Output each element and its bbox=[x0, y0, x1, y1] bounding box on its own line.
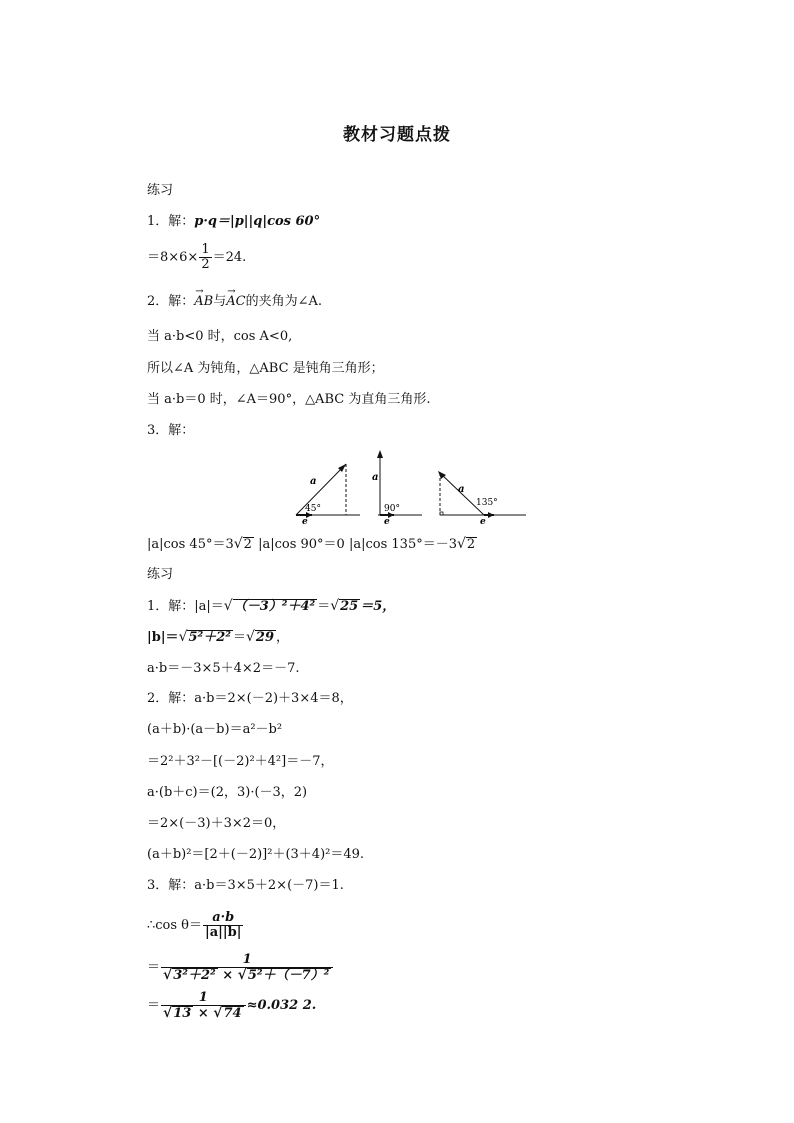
final-value: ≈0.032 2. bbox=[246, 998, 317, 1013]
section-heading: 练习 bbox=[147, 183, 174, 198]
label-angle-45: 45° bbox=[305, 504, 321, 514]
s2-q3-step3 bbox=[147, 990, 316, 1022]
page-title: 教材习题点拨 bbox=[343, 125, 451, 145]
label-angle-90: 90° bbox=[384, 504, 400, 514]
figure-135 bbox=[438, 471, 526, 527]
s1-q1-line2 bbox=[147, 243, 246, 272]
figure-90 bbox=[372, 450, 422, 527]
s2-q3-line1: 3．解：a·b＝3×5＋2×(－7)＝1. bbox=[147, 878, 344, 893]
result-45: |a|cos 45°＝3 bbox=[147, 537, 234, 552]
s1-q2-line1 bbox=[147, 293, 322, 311]
fraction bbox=[161, 953, 333, 983]
s1-q2-line2: 当 a·b<0 时，cos A<0, bbox=[147, 329, 293, 344]
label-e: e bbox=[480, 517, 486, 527]
s2-q3-step2 bbox=[147, 952, 334, 984]
sqrt-icon: √ bbox=[237, 966, 247, 983]
label-e: e bbox=[384, 517, 390, 527]
label-e: e bbox=[302, 517, 308, 527]
frac-num: 1 bbox=[161, 991, 246, 1006]
s2-q3-cos bbox=[147, 910, 244, 942]
fraction bbox=[199, 243, 211, 272]
frac-den: 2 bbox=[201, 257, 210, 272]
fraction bbox=[203, 911, 243, 940]
comma: ， bbox=[276, 630, 290, 645]
s1-q1-label: 1．解： bbox=[147, 214, 195, 229]
frac-num: 1 bbox=[161, 953, 333, 968]
s1-q2-tail: 的夹角为∠A. bbox=[245, 294, 323, 309]
radicand: 2 bbox=[466, 537, 476, 552]
s1-q2-line4: 当 a·b＝0 时，∠A＝90°，△ABC 为直角三角形. bbox=[147, 392, 431, 407]
sqrt-icon: √ bbox=[163, 966, 173, 983]
projection-figures bbox=[280, 442, 540, 532]
s1-q1-expr: p·q＝|p||q|cos 60° bbox=[194, 214, 321, 229]
sqrt-icon: √ bbox=[223, 598, 233, 614]
s2-q2-line6: (a＋b)²＝[2＋(－2)]²＋(3＋4)²＝49. bbox=[147, 847, 365, 862]
equals: ＝ bbox=[317, 599, 331, 614]
s2-q1-value: ＝5， bbox=[360, 599, 396, 614]
radicand: 3²＋2² bbox=[173, 967, 216, 983]
sqrt-icon: √ bbox=[245, 629, 255, 645]
sqrt-icon: √ bbox=[178, 629, 188, 645]
vector-ab: → AB bbox=[194, 293, 213, 311]
s1-q2-line3: 所以∠A 为钝角，△ABC 是钝角三角形； bbox=[147, 361, 384, 376]
sqrt-icon: √ bbox=[233, 536, 243, 552]
frac-den: |a||b| bbox=[205, 925, 242, 940]
radicand: 5²＋（－7）² bbox=[247, 967, 330, 983]
radicand: 5²＋2² bbox=[188, 630, 231, 645]
result-135: |a|cos 135°＝－3 bbox=[348, 537, 457, 552]
figure-45 bbox=[296, 464, 360, 527]
equals: ＝ bbox=[147, 998, 161, 1013]
frac-den bbox=[161, 968, 333, 983]
s1-q3-results bbox=[147, 535, 477, 554]
s1-q1-result-a: ＝8×6× bbox=[147, 250, 199, 265]
s1-q1-line1 bbox=[147, 213, 320, 231]
vector-ac: → AC bbox=[226, 293, 245, 311]
radicand: 29 bbox=[255, 630, 274, 645]
s1-q2-label: 2．解： bbox=[147, 294, 195, 309]
frac-den bbox=[161, 1006, 246, 1021]
label-a: a bbox=[372, 472, 379, 483]
radicand: （－3）²＋4² bbox=[233, 599, 316, 614]
label-a: a bbox=[458, 484, 465, 495]
sqrt-icon: √ bbox=[330, 598, 340, 614]
s2-q1-b-norm: |b|＝ bbox=[147, 630, 179, 645]
s1-q1-result-b: ＝24. bbox=[212, 250, 247, 265]
s2-q2-line1: 2．解：a·b＝2×(－2)＋3×4＝8， bbox=[147, 691, 353, 706]
radicand: 25 bbox=[340, 599, 359, 614]
label-angle-135: 135° bbox=[476, 498, 498, 508]
cos-lhs: ∴cos θ＝ bbox=[147, 918, 203, 933]
s2-q1-line1 bbox=[147, 597, 395, 616]
s1-q2-mid: 与 bbox=[213, 294, 227, 309]
sqrt-icon: √ bbox=[213, 1004, 223, 1021]
times: × bbox=[193, 1005, 214, 1021]
fraction bbox=[161, 991, 246, 1021]
times: × bbox=[217, 967, 238, 983]
result-90: |a|cos 90°＝0 bbox=[258, 537, 345, 552]
s2-q1-label: 1．解：|a|＝ bbox=[147, 599, 224, 614]
sqrt-icon: √ bbox=[457, 536, 466, 552]
frac-num: 1 bbox=[201, 242, 210, 257]
s2-q1-line3: a·b＝－3×5＋4×2＝－7. bbox=[147, 661, 300, 676]
equals: ＝ bbox=[232, 630, 246, 645]
radicand: 2 bbox=[243, 537, 252, 552]
sqrt-icon: √ bbox=[163, 1004, 173, 1021]
section-heading: 练习 bbox=[147, 567, 174, 582]
s2-q2-line2: (a＋b)·(a－b)＝a²－b² bbox=[147, 722, 283, 737]
frac-num: a·b bbox=[203, 911, 243, 926]
radicand: 74 bbox=[223, 1005, 242, 1021]
radicand: 13 bbox=[173, 1005, 192, 1021]
s2-q2-line3: ＝2²＋3²－[(－2)²＋4²]＝－7， bbox=[147, 754, 334, 769]
s1-q3-label: 3．解： bbox=[147, 423, 195, 438]
label-a: a bbox=[310, 476, 317, 487]
s2-q2-line4: a·(b＋c)＝(2，3)·(－3，2) bbox=[147, 785, 308, 800]
s2-q1-line2 bbox=[147, 628, 289, 647]
equals: ＝ bbox=[147, 960, 161, 975]
s2-q2-line5: ＝2×(－3)＋3×2＝0， bbox=[147, 816, 286, 831]
